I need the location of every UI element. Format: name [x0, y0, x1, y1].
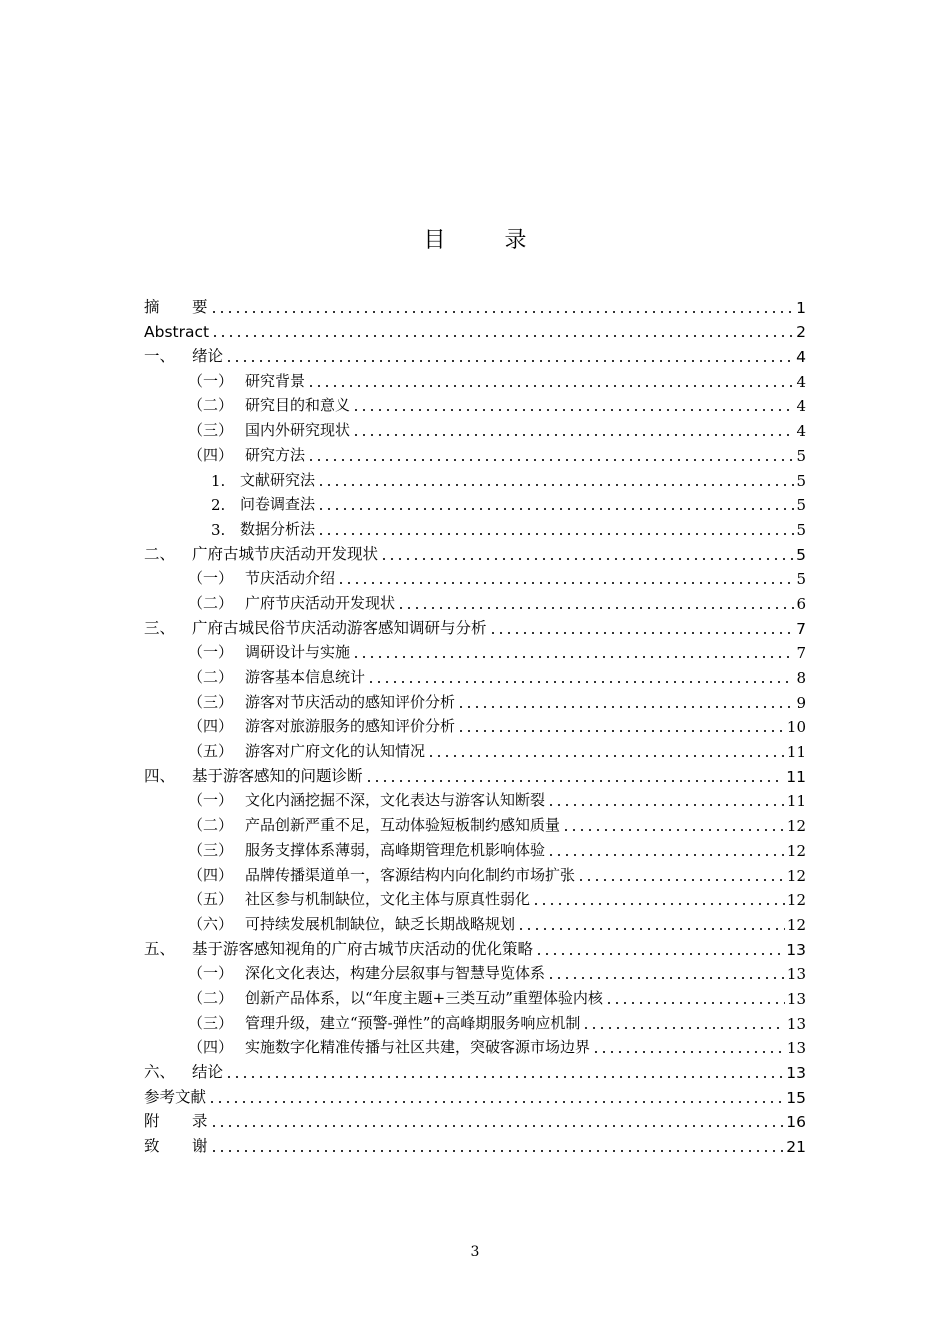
toc-entry-label: 游客对旅游服务的感知评价分析 [245, 717, 456, 736]
toc-entry-page: 4 [796, 372, 806, 391]
toc-entry-number: （二） [188, 593, 234, 612]
toc-entry-page: 5 [796, 471, 806, 490]
toc-entry[interactable] [144, 1082, 806, 1107]
dot-leader [397, 607, 794, 609]
dot-leader [605, 1002, 785, 1004]
toc-entry[interactable] [144, 1008, 806, 1033]
toc-entry-page: 10 [786, 718, 806, 737]
dot-leader [577, 879, 785, 881]
dot-leader [582, 1027, 784, 1029]
toc-entry-label: 基于游客感知的问题诊断 [192, 766, 363, 785]
toc-entry-number: （一） [188, 569, 234, 588]
dot-leader [535, 953, 784, 955]
toc-entry-label: 品牌传播渠道单一，客源结构内向化制约市场扩张 [245, 865, 576, 884]
dot-leader [352, 656, 794, 658]
toc-entry-page: 15 [786, 1088, 806, 1107]
toc-entry-number: （一） [188, 964, 234, 983]
toc-entry-page: 2 [796, 323, 806, 342]
toc-entry[interactable] [144, 539, 806, 564]
toc-entry-number: （三） [188, 421, 234, 440]
toc-entry-label: Abstract [144, 323, 210, 342]
toc-entry-page: 7 [796, 619, 806, 638]
toc-entry-page: 12 [786, 817, 806, 836]
toc-entry-label: 产品创新严重不足，互动体验短板制约感知质量 [245, 816, 561, 835]
toc-entry-page: 12 [786, 891, 806, 910]
toc-entry-page: 5 [796, 520, 806, 539]
toc-entry-label: 调研设计与实施 [245, 643, 351, 662]
toc-entry[interactable] [144, 1131, 806, 1156]
toc-entry-page: 5 [796, 446, 806, 465]
toc-entry[interactable] [144, 613, 806, 638]
toc-entry-page: 12 [786, 866, 806, 885]
toc-entry-label: 参考文献 [144, 1087, 207, 1106]
toc-entry-page: 13 [786, 1039, 806, 1058]
toc-entry[interactable] [144, 687, 806, 712]
dot-leader [352, 434, 794, 436]
toc-entry-label: 问卷调查法 [240, 495, 316, 514]
toc-entry-page: 1 [796, 298, 806, 317]
toc-entry-number: （四） [188, 1038, 234, 1057]
toc-entry-number: 致 [144, 1137, 160, 1156]
toc-entry[interactable] [144, 638, 806, 663]
toc-entry[interactable] [144, 761, 806, 786]
toc-entry-label: 实施数字化精准传播与社区共建，突破客源市场边界 [245, 1038, 591, 1057]
toc-entry[interactable] [144, 662, 806, 687]
dot-leader [562, 829, 785, 831]
toc-entry-number: （二） [188, 816, 234, 835]
toc-entry[interactable] [144, 490, 806, 515]
dot-leader [317, 484, 794, 486]
toc-entry-label: 游客基本信息统计 [245, 668, 366, 686]
dot-leader [547, 977, 785, 979]
toc-entry-number: （四） [188, 865, 234, 884]
dot-leader [365, 780, 785, 782]
dot-leader [211, 335, 794, 337]
dot-leader [457, 706, 794, 708]
toc-entry-page: 12 [786, 915, 806, 934]
toc-entry-label: 研究目的和意义 [245, 396, 351, 415]
dot-leader [317, 533, 794, 535]
toc-entry-label: 结论 [192, 1063, 224, 1081]
toc-entry-number: （一） [188, 643, 234, 662]
toc-entry-label: 广府古城民俗节庆活动游客感知调研与分析 [192, 618, 487, 637]
toc-entry[interactable] [144, 736, 806, 761]
toc-entry[interactable] [144, 317, 806, 342]
toc-entry-page: 5 [796, 570, 806, 589]
toc-entry-page: 6 [796, 594, 806, 613]
toc-entry-label: 管理升级，建立“预警-弹性”的高峰期服务响应机制 [245, 1013, 581, 1032]
toc-entry[interactable] [144, 885, 806, 910]
dot-leader [317, 508, 794, 510]
toc-entry-page: 11 [786, 743, 806, 762]
dot-leader [208, 1101, 784, 1103]
dot-leader [457, 730, 785, 732]
toc-entry-number: （三） [188, 692, 234, 711]
dot-leader [352, 409, 794, 411]
toc-entry-number: 六、 [144, 1063, 176, 1081]
toc-entry-label: 文化内涵挖掘不深，文化表达与游客认知断裂 [245, 791, 546, 810]
toc-entry[interactable] [144, 415, 806, 440]
dot-leader [547, 854, 785, 856]
toc-entry[interactable] [144, 786, 806, 811]
toc-entry-number: （四） [188, 717, 234, 736]
toc-entry[interactable] [144, 440, 806, 465]
dot-leader [337, 582, 794, 584]
toc-entry-label: 数据分析法 [240, 519, 316, 538]
toc-entry-label: 社区参与机制缺位，文化主体与原真性弱化 [245, 890, 531, 909]
dot-leader [210, 1150, 785, 1152]
toc-entry-page: 4 [796, 397, 806, 416]
dot-leader [307, 459, 794, 461]
dot-leader [489, 632, 795, 634]
toc-entry-number: 附 [144, 1112, 160, 1131]
toc-entry-page: 9 [796, 693, 806, 712]
toc-entry-number: （二） [188, 668, 234, 686]
toc-entry-page: 4 [796, 422, 806, 441]
toc-entry-label: 谢 [192, 1137, 208, 1156]
toc-entry[interactable] [144, 292, 806, 317]
dot-leader [210, 1125, 785, 1127]
toc-entry-page: 7 [796, 644, 806, 663]
toc-title: 目 录 [423, 228, 553, 253]
toc-entry-page: 13 [786, 940, 806, 959]
toc-entry-number: 1. [211, 471, 226, 490]
toc-entry-page: 13 [786, 965, 806, 984]
dot-leader [517, 928, 785, 930]
toc-entry-number: 一、 [144, 347, 176, 366]
toc-entry-page: 5 [796, 496, 806, 515]
dot-leader [210, 311, 795, 313]
toc-entry-label: 节庆活动介绍 [245, 569, 336, 588]
page-number: 3 [470, 1244, 480, 1260]
toc-entry-label: 创新产品体系，以“年度主题+三类互动”重塑体验内核 [245, 988, 603, 1007]
toc-entry[interactable] [144, 391, 806, 416]
toc-entry-label: 广府节庆活动开发现状 [245, 593, 396, 612]
toc-entry-number: （三） [188, 1013, 234, 1032]
toc-entry-page: 5 [796, 545, 806, 564]
toc-entry-number: 五、 [144, 939, 176, 958]
dot-leader [547, 804, 785, 806]
toc-entry-page: 11 [786, 767, 806, 786]
toc-entry-label: 游客对节庆活动的感知评价分析 [245, 692, 456, 711]
toc-entry[interactable] [144, 514, 806, 539]
toc-entry-number: 2. [211, 496, 226, 515]
toc-entry-page: 13 [786, 1064, 806, 1082]
toc-entry[interactable] [144, 983, 806, 1008]
toc-entry-number: （三） [188, 840, 234, 859]
toc-entry-number: （六） [188, 914, 234, 933]
dot-leader [225, 360, 794, 362]
toc-entry-number: （四） [188, 445, 234, 464]
dot-leader [427, 755, 785, 757]
toc-entry-label: 可持续发展机制缺位，缺乏长期战略规划 [245, 914, 516, 933]
toc-entry-page: 4 [796, 348, 806, 367]
toc-entry-label: 深化文化表达，构建分层叙事与智慧导览体系 [245, 964, 546, 983]
dot-leader [367, 681, 794, 683]
toc-entry-page: 13 [786, 1014, 806, 1033]
dot-leader [532, 903, 785, 905]
toc-entry-label: 绪论 [192, 347, 224, 366]
toc-entry-number: （一） [188, 791, 234, 810]
dot-leader [380, 558, 794, 560]
toc-entry-label: 研究方法 [245, 445, 306, 464]
toc-entry-page: 12 [786, 841, 806, 860]
toc-entry-label: 服务支撑体系薄弱，高峰期管理危机影响体验 [245, 840, 546, 859]
toc-entry-number: （二） [188, 396, 234, 415]
dot-leader [225, 1076, 784, 1078]
toc-entry-label: 录 [192, 1112, 208, 1131]
toc-entry[interactable] [144, 588, 806, 613]
toc-entry[interactable] [144, 1033, 806, 1058]
toc-entry[interactable] [144, 341, 806, 366]
toc-entry-number: 二、 [144, 544, 176, 563]
toc-entry[interactable] [144, 1107, 806, 1132]
toc-entry-page: 8 [796, 669, 806, 687]
toc-entry-page: 11 [786, 792, 806, 811]
toc-entry-label: 文献研究法 [240, 470, 316, 489]
toc-entry-label: 研究背景 [245, 371, 306, 390]
toc-entry[interactable] [144, 934, 806, 959]
toc-entry-number: 三、 [144, 618, 176, 637]
toc-entry-label: 游客对广府文化的认知情况 [245, 742, 426, 761]
toc-entry-number: 3. [211, 520, 226, 539]
toc-entry-page: 21 [786, 1138, 806, 1157]
toc-entry[interactable] [144, 465, 806, 490]
toc-entry[interactable] [144, 860, 806, 885]
toc-entry-number: （五） [188, 742, 234, 761]
toc-entry-page: 13 [786, 989, 806, 1008]
toc-entry-number: 四、 [144, 766, 176, 785]
toc-entry[interactable] [144, 712, 806, 737]
toc-entry[interactable] [144, 835, 806, 860]
toc-entry[interactable] [144, 1057, 806, 1082]
dot-leader [592, 1051, 785, 1053]
toc-entry[interactable] [144, 810, 806, 835]
toc-entry-label: 基于游客感知视角的广府古城节庆活动的优化策略 [192, 939, 534, 958]
toc-entry[interactable] [144, 909, 806, 934]
dot-leader [307, 385, 794, 387]
toc-entry-page: 16 [786, 1113, 806, 1132]
toc-entry-label: 国内外研究现状 [245, 421, 351, 440]
toc-entry-number: （二） [188, 988, 234, 1007]
toc-entry[interactable] [144, 366, 806, 391]
toc-entry-number: （一） [188, 371, 234, 390]
toc-entry[interactable] [144, 959, 806, 984]
toc-entry[interactable] [144, 564, 806, 589]
toc-entry-label: 广府古城节庆活动开发现状 [192, 544, 379, 563]
toc-entry-number: 摘 [144, 297, 160, 316]
table-of-contents [144, 292, 806, 1156]
toc-entry-label: 要 [192, 297, 208, 316]
toc-entry-number: （五） [188, 890, 234, 909]
